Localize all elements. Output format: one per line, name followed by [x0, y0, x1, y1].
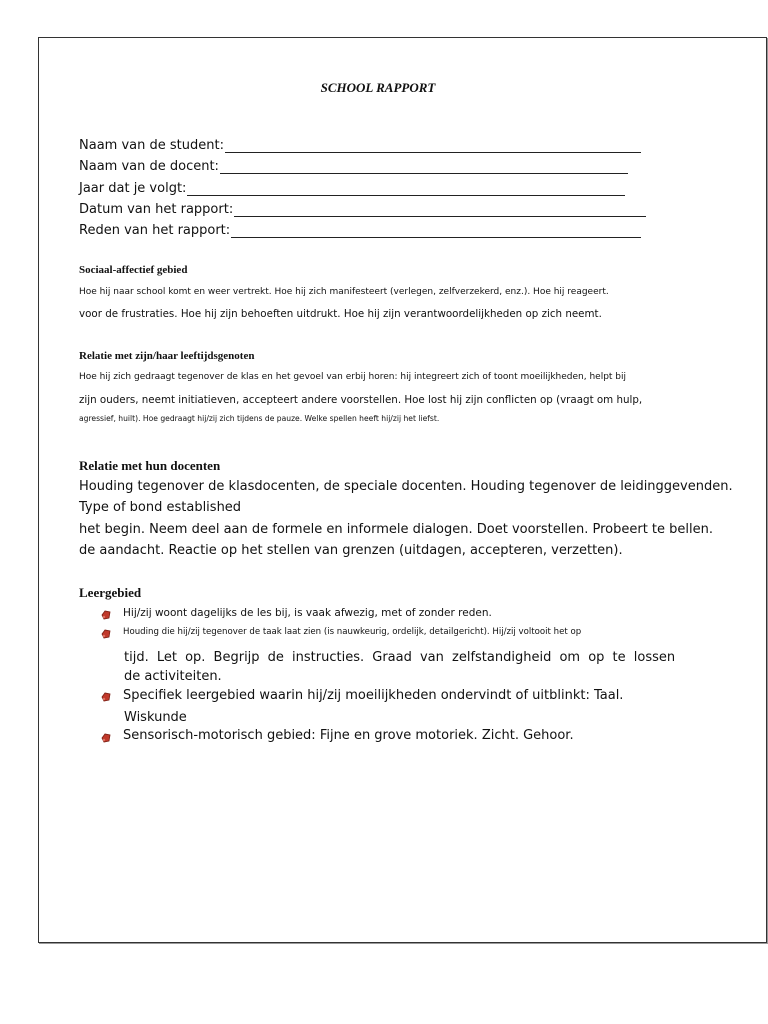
bullet-text: de activiteiten.	[124, 669, 222, 684]
bullet-icon	[101, 629, 111, 639]
document-title: SCHOOL RAPPORT	[320, 80, 436, 95]
field-underline[interactable]	[225, 138, 641, 153]
section-heading-learning: Leergebied	[79, 585, 142, 600]
student-name-field[interactable]	[79, 135, 641, 153]
bullet-text: Specifiek leergebied waarin hij/zij moeilijkheden ondervindt of uitblinkt: Taal.	[123, 688, 624, 703]
section-heading-peers: Relatie met zijn/haar leeftijdsgenoten	[79, 350, 255, 362]
paragraph-line: Houding tegenover de klasdocenten, de speciale docenten. Houding tegenover de leidinggevenden.	[79, 479, 733, 494]
bullet-text: Hij/zij woont dagelijks de les bij, is vaak afwezig, met of zonder reden.	[123, 607, 492, 619]
bullet-text: tijd. Let op. Begrijp de instructies. Graad van zelfstandigheid om op te lossen	[124, 650, 676, 665]
bullet-text: Houding die hij/zij tegenover de taak laat zien (is nauwkeurig, ordelijk, detailgericht). Hij/zij voltooit het op	[123, 627, 582, 637]
paragraph-line: zijn ouders, neemt initiatieven, accepteert andere voorstellen. Hoe lost hij zijn conflicten op (vraagt om hulp,	[79, 394, 643, 406]
field-underline[interactable]	[234, 202, 646, 217]
field-underline[interactable]	[231, 223, 641, 238]
bullet-text: Sensorisch-motorisch gebied: Fijne en grove motoriek. Zicht. Gehoor.	[123, 728, 574, 743]
field-label: Reden van het rapport:	[79, 223, 231, 238]
paragraph-line: agressief, huilt). Hoe gedraagt hij/zij zich tijdens de pauze. Welke spellen heeft hij/zij het liefst.	[79, 414, 440, 423]
paragraph-line: Type of bond established	[79, 500, 242, 515]
section-heading-teachers: Relatie met hun docenten	[79, 458, 221, 473]
paragraph-line: Hoe hij zich gedraagt tegenover de klas en het gevoel van erbij horen: hij integreert zich of toont moeilijkheden, helpt bij	[79, 372, 627, 382]
field-underline[interactable]	[187, 181, 625, 196]
report-date-field[interactable]	[79, 199, 646, 217]
report-reason-field[interactable]	[79, 220, 641, 238]
bullet-icon	[101, 733, 111, 743]
field-underline[interactable]	[220, 159, 628, 174]
field-label: Jaar dat je volgt:	[79, 181, 187, 196]
bullet-icon	[101, 610, 111, 620]
field-label: Naam van de student:	[79, 138, 224, 153]
field-label: Naam van de docent:	[79, 159, 219, 174]
field-label: Datum van het rapport:	[79, 202, 234, 217]
paragraph-line: het begin. Neem deel aan de formele en informele dialogen. Doet voorstellen. Probeert te bellen.	[79, 522, 713, 537]
bullet-text: Wiskunde	[124, 710, 187, 725]
bullet-icon	[101, 692, 111, 702]
paragraph-line: de aandacht. Reactie op het stellen van grenzen (uitdagen, accepteren, verzetten).	[79, 543, 623, 558]
paragraph-line: Hoe hij naar school komt en weer vertrekt. Hoe hij zich manifesteert (verlegen, zelfverzekerd, enz.). Hoe hij reageert.	[79, 287, 609, 297]
section-heading-social: Sociaal-affectief gebied	[79, 264, 188, 276]
year-field[interactable]	[79, 178, 625, 196]
paragraph-line: voor de frustraties. Hoe hij zijn behoeften uitdrukt. Hoe hij zijn verantwoordelijkheden op zich neemt.	[79, 308, 602, 320]
teacher-name-field[interactable]	[79, 156, 628, 174]
